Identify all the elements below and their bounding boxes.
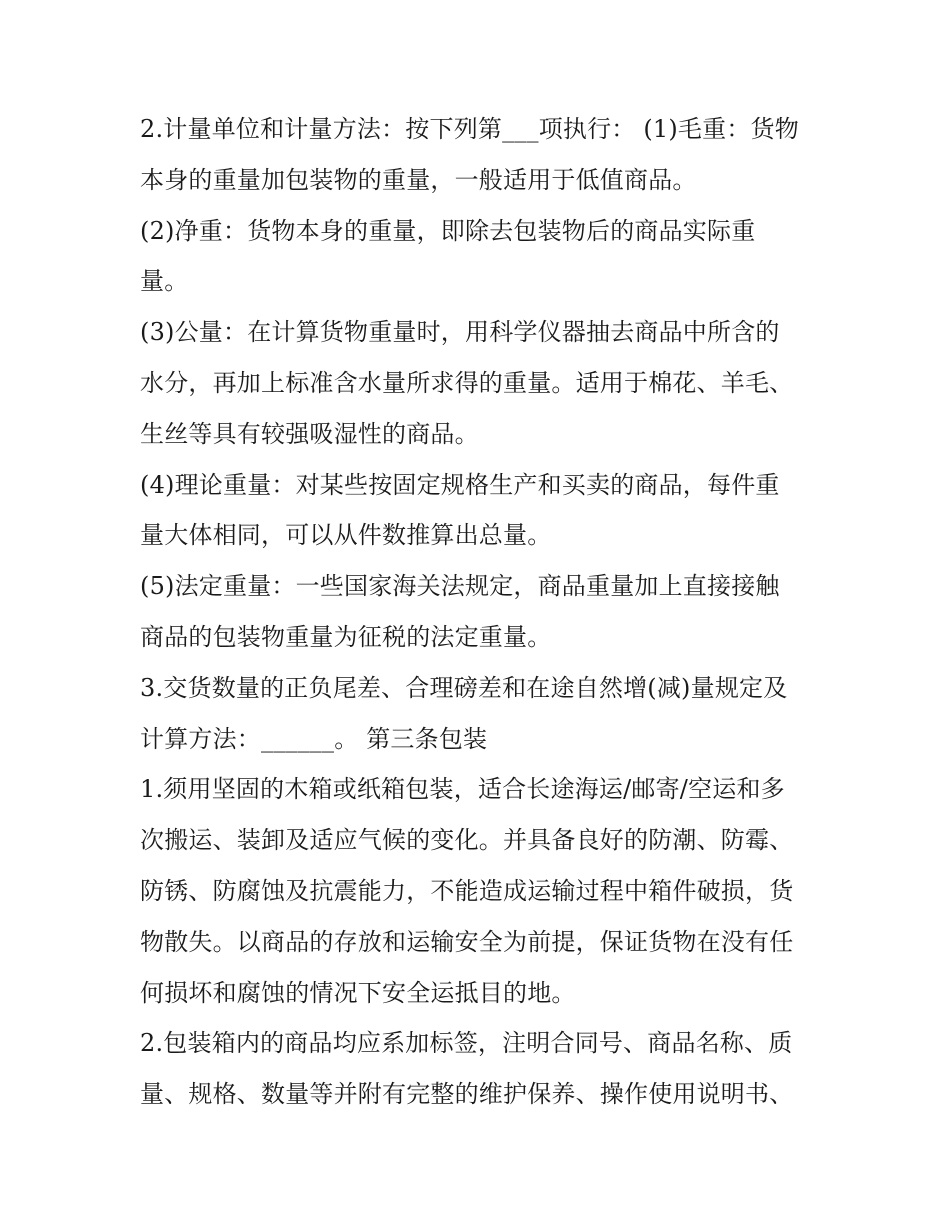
text-line: 计算方法：______。 第三条包装: [140, 724, 488, 753]
text-line: 量、规格、数量等并附有完整的维护保养、操作使用说明书、: [140, 1080, 794, 1109]
text-line: (3)公量：在计算货物重量时，用科学仪器抽去商品中所含的: [140, 318, 780, 347]
text-line: (5)法定重量：一些国家海关法规定，商品重量加上直接接触: [140, 572, 780, 601]
text-line: 次搬运、装卸及适应气候的变化。并具备良好的防潮、防霉、: [140, 826, 794, 855]
text-line: 水分，再加上标准含水量所求得的重量。适用于棉花、羊毛、: [140, 368, 794, 397]
text-line: 本身的重量加包装物的重量，一般适用于低值商品。: [140, 165, 697, 194]
text-line: (4)理论重量：对某些按固定规格生产和买卖的商品，每件重: [140, 470, 780, 499]
text-line: (2)净重：货物本身的重量，即除去包装物后的商品实际重: [140, 216, 756, 245]
text-line: 3.交货数量的正负尾差、合理磅差和在途自然增(减)量规定及: [140, 673, 788, 702]
text-line: 1.须用坚固的木箱或纸箱包装，适合长途海运/邮寄/空运和多: [140, 775, 785, 804]
text-line: 2.包装箱内的商品均应系加标签，注明合同号、商品名称、质: [140, 1029, 793, 1058]
text-line: 防锈、防腐蚀及抗震能力，不能造成运输过程中箱件破损，货: [140, 876, 794, 905]
text-line: 生丝等具有较强吸湿性的商品。: [140, 419, 479, 448]
text-line: 量。: [140, 267, 189, 296]
text-line: 物散失。以商品的存放和运输安全为前提，保证货物在没有任: [140, 927, 794, 956]
text-line: 量大体相同，可以从件数推算出总量。: [140, 521, 552, 550]
document-body: [140, 104, 810, 1120]
text-line: 2.计量单位和计量方法：按下列第___项执行： (1)毛重：货物: [140, 115, 799, 143]
text-line: 何损坏和腐蚀的情况下安全运抵目的地。: [140, 978, 576, 1007]
text-line: 商品的包装物重量为征税的法定重量。: [140, 622, 552, 651]
